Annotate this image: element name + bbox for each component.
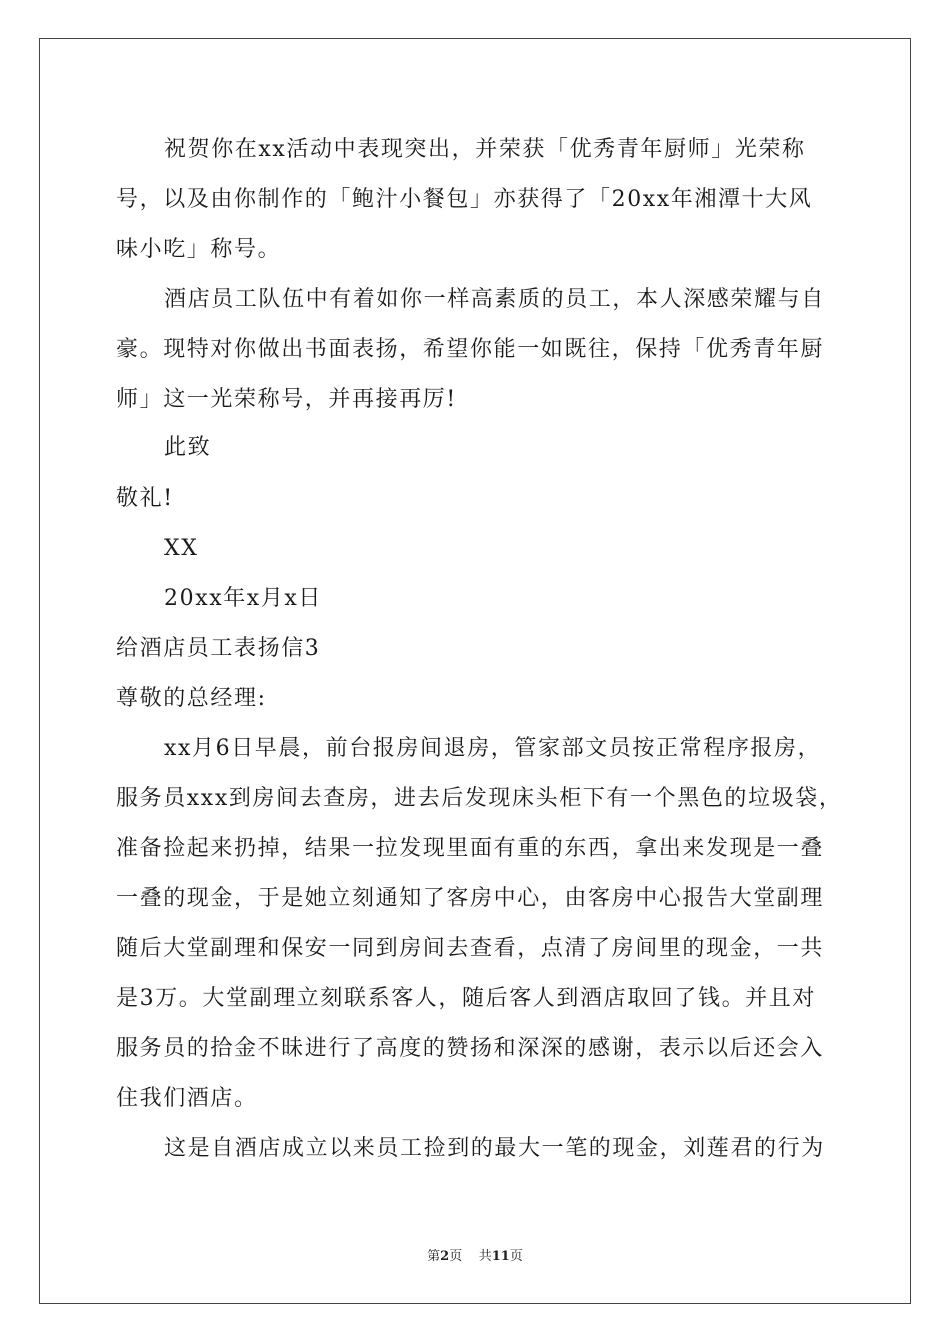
paragraph-line: xx月6日早晨，前台报房间退房，管家部文员按正常程序报房，	[164, 736, 822, 761]
paragraph-line: 豪。现特对你做出书面表扬，希望你能一如既往，保持「优秀青年厨	[116, 337, 825, 362]
paragraph-line: 一叠的现金，于是她立刻通知了客房中心，由客房中心报告大堂副理	[116, 886, 825, 911]
page-footer	[0, 1245, 950, 1264]
closing-salutation: 此致	[164, 435, 212, 460]
paragraph-line: 酒店员工队伍中有着如你一样高素质的员工，本人深感荣耀与自	[164, 287, 825, 312]
paragraph-line: 号，以及由你制作的「鲍汁小餐包」亦获得了「20xx年湘潭十大风	[116, 187, 813, 212]
page-border	[39, 38, 911, 1304]
total-suffix: 页	[509, 1249, 523, 1264]
paragraph-line: 住我们酒店。	[116, 1086, 258, 1111]
letter-greeting: 尊敬的总经理:	[116, 686, 267, 711]
paragraph-line: 随后大堂副理和保安一同到房间去查看，点清了房间里的现金，一共	[116, 936, 825, 961]
paragraph-line: 这是自酒店成立以来员工捡到的最大一笔的现金，刘莲君的行为	[164, 1136, 825, 1161]
paragraph-line: 师」这一光荣称号，并再接再厉!	[116, 387, 457, 412]
paragraph-line: 服务员xxx到房间去查房，进去后发现床头柜下有一个黑色的垃圾袋，	[116, 786, 843, 811]
paragraph-line: 是3万。大堂副理立刻联系客人，随后客人到酒店取回了钱。并且对	[116, 986, 816, 1011]
closing-regards: 敬礼!	[116, 486, 174, 511]
paragraph-line: 准备捡起来扔掉，结果一拉发现里面有重的东西，拿出来发现是一叠	[116, 836, 825, 861]
paragraph-line: 祝贺你在xx活动中表现突出，并荣获「优秀青年厨师」光荣称	[164, 137, 806, 162]
signature-name: XX	[164, 536, 199, 561]
signature-date: 20xx年x月x日	[164, 586, 323, 611]
paragraph-line: 服务员的拾金不昧进行了高度的赞扬和深深的感谢，表示以后还会入	[116, 1036, 825, 1061]
paragraph-line: 味小吃」称号。	[116, 237, 282, 262]
page-number: 2	[440, 1249, 450, 1264]
page-suffix: 页	[449, 1249, 463, 1264]
total-prefix: 共	[478, 1249, 492, 1264]
page-prefix: 第	[427, 1249, 441, 1264]
total-pages: 11	[491, 1249, 510, 1264]
letter-title: 给酒店员工表扬信3	[116, 636, 321, 661]
